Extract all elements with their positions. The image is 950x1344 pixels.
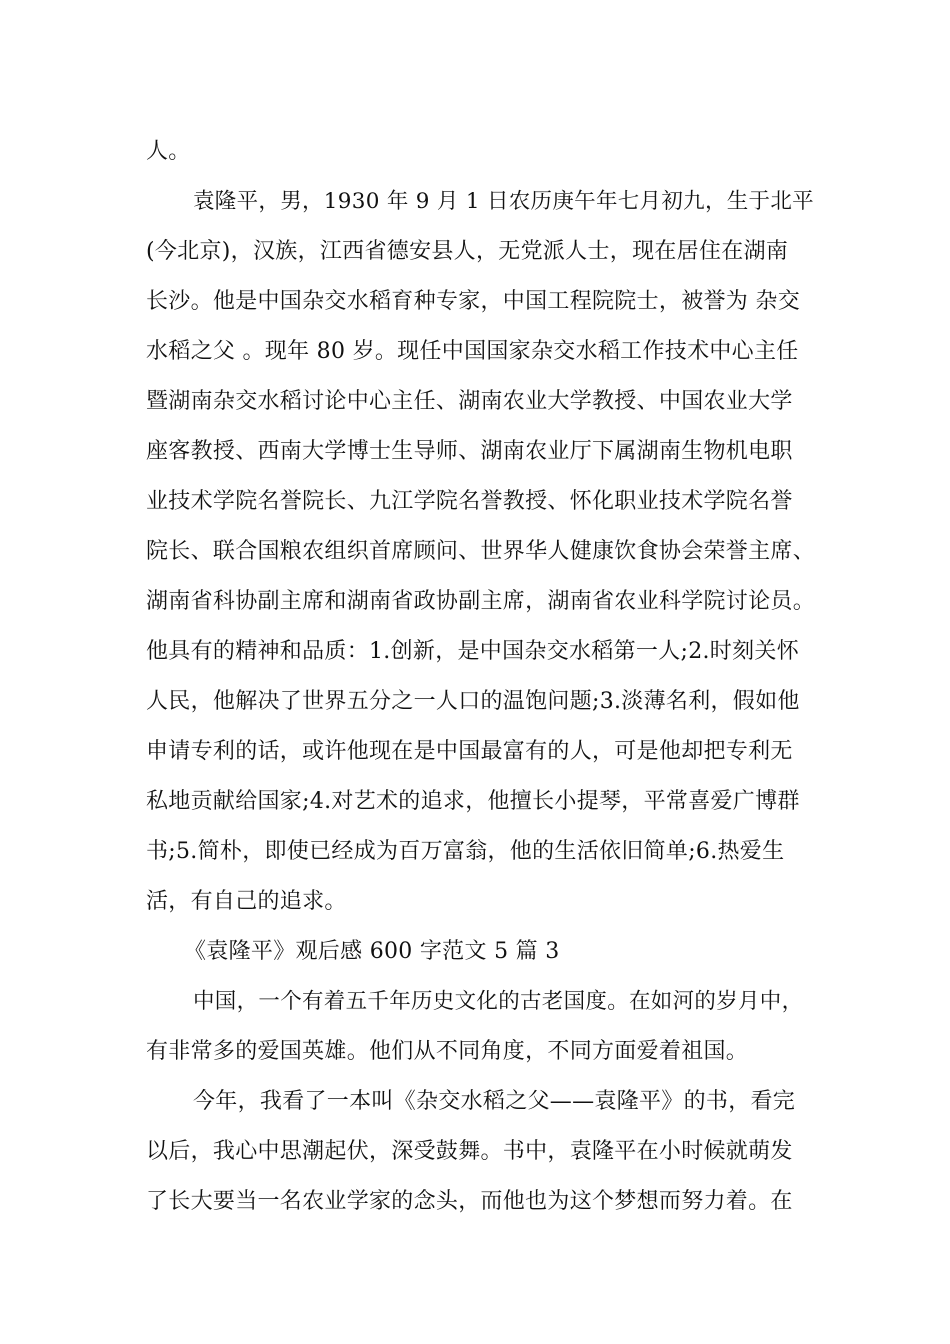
text-line: 书;5.简朴，即使已经成为百万富翁，他的生活依旧简单;6.热爱生 xyxy=(146,839,785,864)
text-line: 了长大要当一名农业学家的念头，而他也为这个梦想而努力着。在 xyxy=(146,1189,793,1214)
text-line: 袁隆平，男，1930 年 9 月 1 日农历庚午年七月初九，生于北平 xyxy=(193,189,814,214)
text-line: 暨湖南杂交水稻讨论中心主任、湖南农业大学教授、中国农业大学 xyxy=(146,389,793,414)
text-line: 院长、联合国粮农组织首席顾问、世界华人健康饮食协会荣誉主席、 xyxy=(146,539,816,564)
text-line: 人民，他解决了世界五分之一人口的温饱问题;3.淡薄名利，假如他 xyxy=(146,689,800,714)
text-line: 湖南省科协副主席和湖南省政协副主席，湖南省农业科学院讨论员。 xyxy=(146,589,816,614)
text-line: 水稻之父 。现年 80 岁。现任中国国家杂交水稻工作技术中心主任 xyxy=(146,339,799,364)
text-line: 座客教授、西南大学博士生导师、湖南农业厅下属湖南生物机电职 xyxy=(146,439,793,464)
text-line: 他具有的精神和品质：1.创新，是中国杂交水稻第一人;2.时刻关怀 xyxy=(146,639,799,664)
text-line: 申请专利的话，或许他现在是中国最富有的人，可是他却把专利无 xyxy=(146,739,793,764)
text-line: 以后，我心中思潮起伏，深受鼓舞。书中，袁隆平在小时候就萌发 xyxy=(146,1139,793,1164)
text-line: 中国，一个有着五千年历史文化的古老国度。在如河的岁月中， xyxy=(193,989,804,1014)
text-line: 业技术学院名誉院长、九江学院名誉教授、怀化职业技术学院名誉 xyxy=(146,489,793,514)
text-line: (今北京)，汉族，江西省德安县人，无党派人士，现在居住在湖南 xyxy=(146,239,789,264)
text-line: 长沙。他是中国杂交水稻育种专家，中国工程院院士，被誉为 杂交 xyxy=(146,289,800,314)
text-line: 人。 xyxy=(146,139,191,164)
text-line: 有非常多的爱国英雄。他们从不同角度，不同方面爱着祖国。 xyxy=(146,1039,749,1064)
text-line: 活，有自己的追求。 xyxy=(146,889,347,914)
text-line: 私地贡献给国家;4.对艺术的追求，他擅长小提琴，平常喜爱广博群 xyxy=(146,789,800,814)
text-line: 今年，我看了一本叫《杂交水稻之父——袁隆平》的书，看完 xyxy=(193,1089,796,1114)
section-heading: 《袁隆平》观后感 600 字范文 5 篇 3 xyxy=(184,939,560,964)
